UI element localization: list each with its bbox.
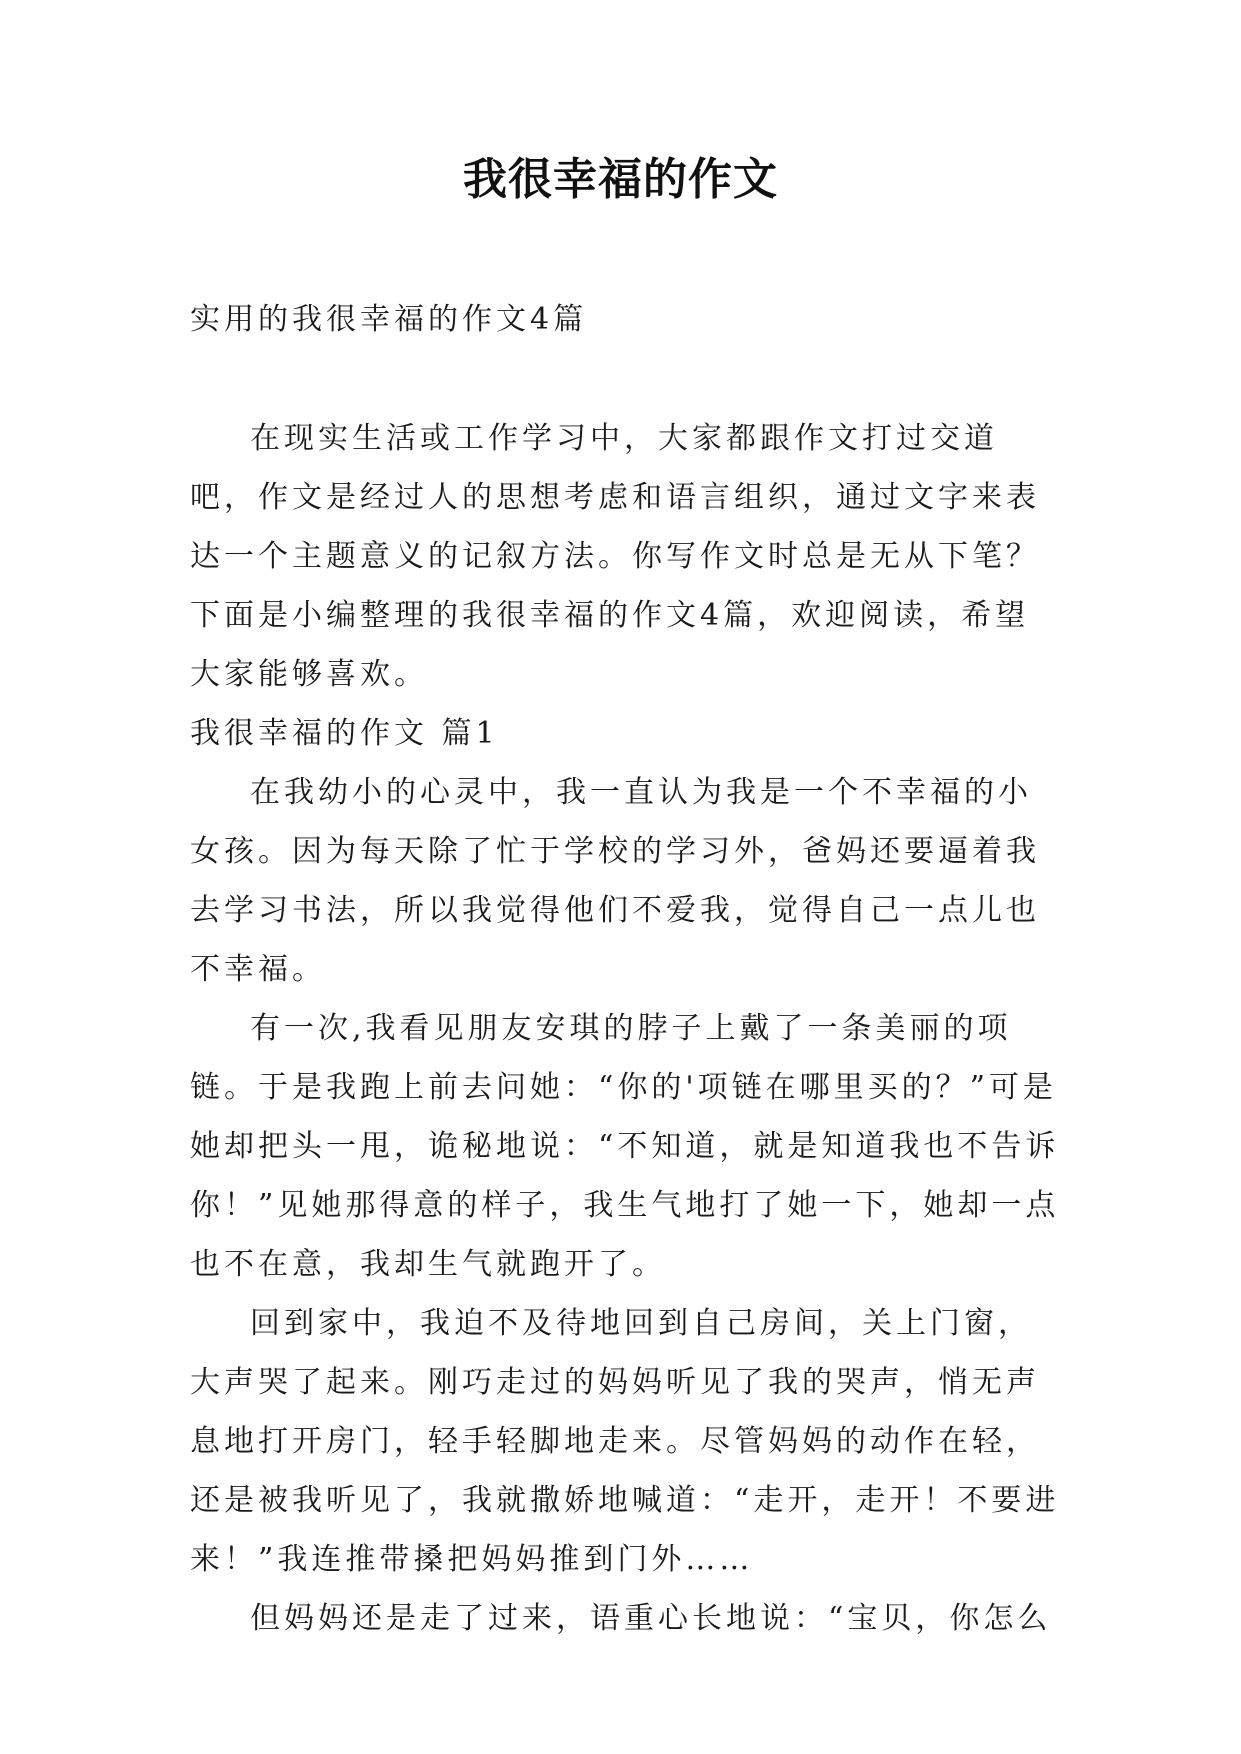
document-title: 我很幸福的作文 xyxy=(463,154,778,205)
body-paragraph: 有一次,我看见朋友安琪的脖子上戴了一条美丽的项链。于是我跑上前去问她：“你的'项链在哪里买的？”可是她却把头一甩，诡秘地说：“不知道，就是知道我也不告诉你！”见她那得意的样子，我生气地打了她一下，她却一点也不在意，我却生气就跑开了。 xyxy=(190,1011,1060,1282)
document-subtitle: 实用的我很幸福的作文4篇 xyxy=(190,302,588,337)
body-paragraph: 但妈妈还是走了过来，语重心长地说：“宝贝，你怎么 xyxy=(250,1601,1052,1636)
body-paragraph: 回到家中，我迫不及待地回到自己房间，关上门窗，大声哭了起来。刚巧走过的妈妈听见了我的哭声，悄无声息地打开房门，轻手轻脚地走来。尽管妈妈的动作在轻，还是被我听见了，我就撒娇地喊道：“走开，走开！不要进来！”我连推带搡把妈妈推到门外…… xyxy=(190,1306,1060,1577)
intro-paragraph: 在现实生活或工作学习中，大家都跟作文打过交道吧，作文是经过人的思想考虑和语言组织，通过文字来表达一个主题意义的记叙方法。你写作文时总是无从下笔？下面是小编整理的我很幸福的作文4篇，欢迎阅读，希望大家能够喜欢。 xyxy=(190,421,1040,692)
section-heading: 我很幸福的作文 篇1 xyxy=(190,716,499,751)
body-paragraph: 在我幼小的心灵中，我一直认为我是一个不幸福的小女孩。因为每天除了忙于学校的学习外，爸妈还要逼着我去学习书法，所以我觉得他们不爱我，觉得自己一点儿也不幸福。 xyxy=(190,775,1040,987)
document-body xyxy=(190,290,1060,1648)
